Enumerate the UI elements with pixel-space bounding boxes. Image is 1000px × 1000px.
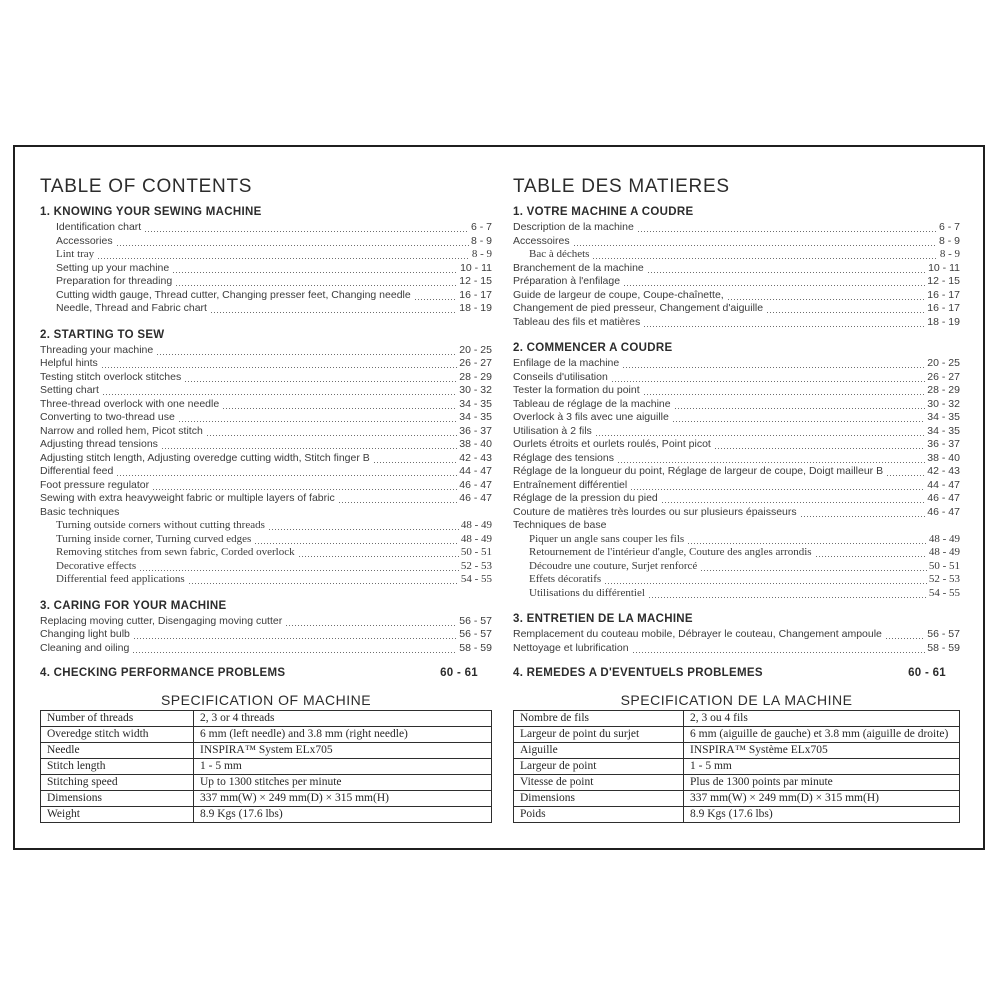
toc-item-label: Lint tray [56, 248, 95, 260]
toc-dot-leader [624, 276, 925, 286]
toc-item-label: Converting to two-thread use [40, 411, 175, 423]
toc-dot-leader [701, 561, 927, 571]
toc-item-pages: 16 - 17 [459, 288, 492, 301]
toc-dot-leader [339, 493, 458, 503]
toc-item-label: Retournement de l'intérieur d'angle, Couture des angles arrondis [529, 546, 812, 558]
toc-item-label: Three-thread overlock with one needle [40, 397, 220, 410]
toc-item [513, 519, 960, 533]
toc-dot-leader [631, 480, 925, 490]
toc-item [513, 411, 960, 425]
spec-value-cell: INSPIRA™ Système ELx705 [684, 743, 960, 759]
toc-item [40, 411, 492, 425]
toc-item-pages: 28 - 29 [459, 370, 492, 383]
toc-item-pages: 10 - 11 [928, 261, 960, 274]
toc-item-label: Helpful hints [40, 357, 98, 369]
toc-item-label: Identification chart [56, 221, 142, 233]
toc-item-pages: 18 - 19 [927, 315, 960, 328]
toc-item-label: Preparation for threading [56, 275, 173, 287]
toc-item-label: Cleaning and oiling [40, 641, 130, 654]
toc-item [513, 533, 960, 547]
toc-item [40, 452, 492, 466]
toc-item-pages: 56 - 57 [927, 628, 960, 640]
toc-section-heading: 1. VOTRE MACHINE A COUDRE [513, 206, 694, 218]
spec-name-cell: Largeur de point du surjet [514, 727, 684, 743]
toc-item-pages: 42 - 43 [459, 451, 492, 464]
toc-item [513, 248, 960, 262]
toc-item [513, 425, 960, 439]
toc-item-label: Couture de matières très lourdes ou sur plusieurs épaisseurs [513, 505, 797, 518]
toc-dot-leader [801, 507, 926, 517]
spec-row [41, 759, 492, 775]
toc-item-label: Setting up your machine [56, 261, 170, 274]
toc-dot-leader [675, 399, 926, 409]
toc-dot-leader [133, 643, 457, 653]
toc-item [513, 398, 960, 412]
toc-item-pages: 10 - 11 [460, 261, 492, 274]
toc-item-label: Turning outside corners without cutting threads [56, 519, 265, 531]
toc-item-pages: 42 - 43 [927, 465, 960, 477]
toc-item-label: Adjusting stitch length, Adjusting overedge cutting width, Stitch finger B [40, 451, 370, 464]
toc-dot-leader [886, 629, 925, 639]
toc-item-label: Branchement de la machine [513, 261, 644, 274]
spec-value-cell: 1 - 5 mm [684, 759, 960, 775]
toc-section-heading: 1. KNOWING YOUR SEWING MACHINE [40, 206, 262, 218]
toc-title-english: TABLE OF CONTENTS [40, 176, 253, 197]
toc-dot-leader [140, 561, 459, 571]
toc-item-label: Testing stitch overlock stitches [40, 370, 182, 383]
toc-item-label: Differential feed applications [56, 573, 185, 585]
toc-item-pages: 8 - 9 [471, 248, 492, 260]
toc-item-label: Decorative effects [56, 559, 137, 572]
toc-item-pages: 46 - 47 [459, 492, 492, 504]
toc-item-label: Entraînement différentiel [513, 478, 628, 491]
toc-dot-leader [887, 466, 925, 476]
toc-item-pages: 8 - 9 [939, 248, 960, 260]
toc-dot-leader [255, 534, 459, 544]
toc-title-french: TABLE DES MATIERES [513, 176, 730, 197]
toc-item [40, 615, 492, 629]
toc-item [40, 438, 492, 452]
toc-item [40, 642, 492, 656]
toc-item-label: Replacing moving cutter, Disengaging moving cutter [40, 614, 283, 627]
spec-value-cell: 2, 3 ou 4 fils [684, 711, 960, 727]
toc-dot-leader [728, 290, 926, 300]
toc-item [40, 262, 492, 276]
toc-item-pages: 18 - 19 [459, 302, 492, 314]
toc-item [513, 221, 960, 235]
toc-dot-leader [767, 303, 925, 313]
toc-item-pages: 58 - 59 [927, 641, 960, 654]
toc-item [40, 425, 492, 439]
toc-item [513, 371, 960, 385]
toc-item-label: Tableau de réglage de la machine [513, 397, 671, 410]
spec-value-cell: Up to 1300 stitches per minute [194, 775, 492, 791]
toc-dot-leader [211, 303, 457, 313]
toc-item-pages: 16 - 17 [927, 302, 960, 314]
spec-name-cell: Poids [514, 807, 684, 823]
toc-dot-leader [269, 520, 459, 530]
toc-item-pages: 36 - 37 [459, 424, 492, 437]
toc-item-label: Enfilage de la machine [513, 357, 620, 369]
toc-dot-leader [648, 263, 926, 273]
toc-item [40, 344, 492, 358]
toc-item-pages: 16 - 17 [927, 288, 960, 301]
toc-item-label: Needle, Thread and Fabric chart [56, 302, 207, 314]
toc-dot-leader [593, 249, 937, 259]
toc-item-pages: 26 - 27 [459, 357, 492, 369]
toc-item-label: Accessoires [513, 234, 570, 247]
toc-dot-leader [286, 616, 457, 626]
toc-dot-leader [662, 493, 926, 503]
spec-value-cell: 8.9 Kgs (17.6 lbs) [684, 807, 960, 823]
toc-dot-leader [649, 588, 927, 598]
toc-item-label: Cutting width gauge, Thread cutter, Changing presser feet, Changing needle [56, 288, 411, 301]
toc-item-label: Overlock à 3 fils avec une aiguille [513, 411, 669, 423]
toc-item-label: Réglage des tensions [513, 451, 614, 464]
toc-closing-heading: 4. REMEDES A D'EVENTUELS PROBLEMES [513, 667, 763, 679]
spec-row [514, 743, 960, 759]
toc-item [40, 302, 492, 316]
toc-dot-leader [633, 643, 926, 653]
toc-item [513, 384, 960, 398]
toc-item-label: Bac à déchets [529, 248, 590, 260]
toc-item-pages: 26 - 27 [927, 370, 960, 383]
toc-item-pages: 54 - 55 [928, 586, 960, 599]
spec-value-cell: 337 mm(W) × 249 mm(D) × 315 mm(H) [194, 791, 492, 807]
toc-item-label: Differential feed [40, 465, 114, 477]
spec-row [41, 807, 492, 823]
toc-dot-leader [816, 547, 927, 557]
toc-item [513, 492, 960, 506]
toc-item-pages: 50 - 51 [460, 546, 492, 558]
toc-item-label: Piquer un angle sans couper les fils [529, 532, 685, 545]
toc-dot-leader [574, 236, 937, 246]
toc-item-label: Utilisations du différentiel [529, 586, 645, 599]
toc-item [40, 628, 492, 642]
toc-item-pages: 48 - 49 [928, 532, 960, 545]
toc-item-pages: 56 - 57 [459, 628, 492, 640]
spec-row [514, 807, 960, 823]
toc-item [40, 221, 492, 235]
toc-item [513, 316, 960, 330]
spec-title-french: SPECIFICATION DE LA MACHINE [620, 692, 853, 708]
toc-dot-leader [157, 345, 457, 355]
toc-item-pages: 34 - 35 [459, 411, 492, 423]
toc-item-label: Foot pressure regulator [40, 478, 150, 491]
spec-value-cell: Plus de 1300 points par minute [684, 775, 960, 791]
toc-item [513, 628, 960, 642]
spec-row [41, 775, 492, 791]
toc-dot-leader [374, 453, 458, 463]
spec-name-cell: Stitch length [41, 759, 194, 775]
toc-item-label: Utilisation à 2 fils [513, 424, 592, 437]
toc-item-pages: 46 - 47 [459, 478, 492, 491]
toc-item-pages: 34 - 35 [459, 397, 492, 410]
toc-item [40, 248, 492, 262]
toc-item [40, 573, 492, 587]
toc-item-pages: 46 - 47 [927, 505, 960, 518]
toc-item-pages: 50 - 51 [928, 559, 960, 572]
toc-item-label: Turning inside corner, Turning curved edges [56, 532, 252, 545]
toc-item-pages: 6 - 7 [938, 221, 960, 233]
toc-item [513, 587, 960, 601]
toc-item-pages: 28 - 29 [927, 384, 960, 396]
toc-item-label: Réglage de la longueur du point, Réglage de largeur de coupe, Doigt mailleur B [513, 465, 884, 477]
toc-section-heading: 2. STARTING TO SEW [40, 328, 165, 341]
toc-column-english [40, 176, 492, 823]
toc-item [513, 560, 960, 574]
spec-value-cell: 337 mm(W) × 249 mm(D) × 315 mm(H) [684, 791, 960, 807]
spec-row [514, 711, 960, 727]
toc-item [40, 492, 492, 506]
toc-item-pages: 12 - 15 [927, 275, 960, 287]
toc-item-pages: 36 - 37 [927, 438, 960, 450]
toc-item [40, 384, 492, 398]
toc-closing-pages: 60 - 61 [908, 667, 946, 679]
toc-item-pages: 8 - 9 [938, 234, 960, 247]
spec-value-cell: 6 mm (left needle) and 3.8 mm (right needle) [194, 727, 492, 743]
toc-dot-leader [117, 466, 457, 476]
toc-item [40, 357, 492, 371]
spec-section-english [40, 693, 492, 823]
spec-name-cell: Needle [41, 743, 194, 759]
toc-item-pages: 38 - 40 [459, 438, 492, 450]
toc-item-label: Remplacement du couteau mobile, Débrayer le couteau, Changement ampoule [513, 628, 882, 640]
spec-row [41, 791, 492, 807]
spec-name-cell: Dimensions [41, 791, 194, 807]
toc-dot-leader [176, 276, 457, 286]
toc-section-heading: 2. COMMENCER A COUDRE [513, 342, 673, 354]
toc-item-label: Threading your machine [40, 343, 154, 356]
toc-item-label: Description de la machine [513, 221, 634, 233]
toc-dot-leader [415, 290, 458, 300]
toc-dot-leader [644, 385, 926, 395]
spec-value-cell: 1 - 5 mm [194, 759, 492, 775]
toc-item-pages: 44 - 47 [459, 465, 492, 477]
toc-dot-leader [117, 236, 469, 246]
toc-item [40, 533, 492, 547]
toc-item-pages: 34 - 35 [927, 424, 960, 437]
toc-item-pages: 48 - 49 [928, 546, 960, 558]
toc-dot-leader [189, 574, 459, 584]
toc-item-label: Changing light bulb [40, 628, 130, 640]
toc-item-label: Effets décoratifs [529, 573, 602, 585]
toc-dot-leader [153, 480, 457, 490]
toc-dot-leader [162, 439, 457, 449]
spec-row [41, 743, 492, 759]
toc-dot-leader [596, 426, 926, 436]
spec-name-cell: Dimensions [514, 791, 684, 807]
toc-item-pages: 20 - 25 [459, 343, 492, 356]
toc-dot-leader [185, 372, 457, 382]
toc-section-heading: 3. CARING FOR YOUR MACHINE [40, 599, 227, 612]
toc-dot-leader [673, 412, 925, 422]
spec-row [514, 775, 960, 791]
spec-name-cell: Aiguille [514, 743, 684, 759]
toc-item [513, 642, 960, 656]
toc-item-label: Sewing with extra heavyweight fabric or multiple layers of fabric [40, 492, 335, 504]
spec-name-cell: Largeur de point [514, 759, 684, 775]
toc-item [513, 465, 960, 479]
toc-dot-leader [103, 385, 457, 395]
toc-item-label: Removing stitches from sewn fabric, Corded overlock [56, 546, 295, 558]
toc-item-pages: 58 - 59 [459, 641, 492, 654]
toc-item [40, 275, 492, 289]
toc-item-label: Basic techniques [40, 505, 120, 518]
toc-item-label: Tester la formation du point [513, 384, 640, 396]
toc-item-pages: 6 - 7 [470, 221, 492, 233]
page-border-frame [13, 145, 985, 850]
toc-item-label: Conseils d'utilisation [513, 370, 608, 383]
toc-item-pages: 54 - 55 [460, 573, 492, 585]
toc-item [513, 506, 960, 520]
toc-dot-leader [102, 358, 458, 368]
toc-dot-leader [605, 574, 927, 584]
toc-item [40, 371, 492, 385]
toc-item-pages: 20 - 25 [927, 357, 960, 369]
spec-table-english [40, 710, 492, 823]
toc-item-pages: 48 - 49 [460, 532, 492, 545]
toc-dot-leader [98, 249, 470, 259]
toc-item-label: Découdre une couture, Surjet renforcé [529, 559, 698, 572]
spec-row [41, 711, 492, 727]
toc-item-label: Réglage de la pression du pied [513, 492, 658, 504]
toc-dot-leader [207, 426, 457, 436]
spec-table-french [513, 710, 960, 823]
toc-item-pages: 12 - 15 [459, 275, 492, 287]
spec-section-french [513, 693, 960, 823]
toc-dot-leader [145, 222, 469, 232]
spec-value-cell: 6 mm (aiguille de gauche) et 3.8 mm (aiguille de droite) [684, 727, 960, 743]
toc-item-label: Adjusting thread tensions [40, 438, 158, 450]
toc-item-pages: 44 - 47 [927, 478, 960, 491]
toc-item [40, 479, 492, 493]
spec-row [514, 759, 960, 775]
toc-dot-leader [179, 412, 457, 422]
toc-item [513, 438, 960, 452]
spec-name-cell: Stitching speed [41, 775, 194, 791]
toc-item-pages: 52 - 53 [460, 559, 492, 572]
toc-item [40, 546, 492, 560]
toc-item-label: Changement de pied presseur, Changement d'aiguille [513, 302, 764, 314]
toc-item [513, 452, 960, 466]
toc-item [513, 235, 960, 249]
toc-dot-leader [688, 534, 927, 544]
toc-item-pages: 38 - 40 [927, 451, 960, 464]
toc-item [40, 235, 492, 249]
toc-dot-leader [638, 222, 937, 232]
toc-item-label: Ourlets étroits et ourlets roulés, Point picot [513, 438, 711, 450]
toc-item-pages: 30 - 32 [459, 384, 492, 396]
toc-item [513, 302, 960, 316]
toc-item [513, 573, 960, 587]
spec-value-cell: 2, 3 or 4 threads [194, 711, 492, 727]
toc-item [40, 506, 492, 520]
toc-item-label: Préparation à l'enfilage [513, 275, 621, 287]
toc-dot-leader [618, 453, 925, 463]
toc-item-label: Guide de largeur de coupe, Coupe-chaînette, [513, 288, 724, 301]
spec-row [514, 791, 960, 807]
toc-item-label: Setting chart [40, 384, 99, 396]
toc-item-pages: 8 - 9 [470, 234, 492, 247]
toc-closing-pages: 60 - 61 [440, 667, 478, 679]
toc-item-pages: 48 - 49 [460, 519, 492, 531]
toc-item [513, 275, 960, 289]
toc-item [40, 465, 492, 479]
toc-closing-line [513, 667, 960, 679]
toc-dot-leader [715, 439, 925, 449]
toc-item-pages: 34 - 35 [927, 411, 960, 423]
spec-row [41, 727, 492, 743]
toc-item-pages: 56 - 57 [459, 614, 492, 627]
toc-item [513, 546, 960, 560]
toc-item [513, 262, 960, 276]
toc-item [513, 357, 960, 371]
toc-dot-leader [612, 372, 925, 382]
toc-dot-leader [299, 547, 459, 557]
toc-item [513, 289, 960, 303]
toc-item [40, 398, 492, 412]
toc-closing-line [40, 667, 492, 679]
toc-item [513, 479, 960, 493]
toc-item-label: Narrow and rolled hem, Picot stitch [40, 424, 203, 437]
spec-name-cell: Nombre de fils [514, 711, 684, 727]
spec-value-cell: 8.9 Kgs (17.6 lbs) [194, 807, 492, 823]
spec-value-cell: INSPIRA™ System ELx705 [194, 743, 492, 759]
spec-row [514, 727, 960, 743]
toc-item [40, 289, 492, 303]
toc-dot-leader [134, 629, 457, 639]
toc-dot-leader [223, 399, 457, 409]
spec-title-english: SPECIFICATION OF MACHINE [160, 692, 372, 708]
toc-dot-leader [644, 317, 925, 327]
spec-name-cell: Number of threads [41, 711, 194, 727]
toc-section-heading: 3. ENTRETIEN DE LA MACHINE [513, 613, 693, 625]
spec-name-cell: Overedge stitch width [41, 727, 194, 743]
toc-item-pages: 52 - 53 [928, 573, 960, 585]
spec-name-cell: Vitesse de point [514, 775, 684, 791]
toc-closing-heading: 4. CHECKING PERFORMANCE PROBLEMS [40, 667, 286, 679]
toc-dot-leader [623, 358, 925, 368]
toc-item [40, 560, 492, 574]
spec-name-cell: Weight [41, 807, 194, 823]
toc-item [40, 519, 492, 533]
toc-body-french [513, 206, 960, 679]
toc-item-label: Nettoyage et lubrification [513, 641, 629, 654]
toc-item-label: Techniques de base [513, 519, 607, 531]
toc-item-label: Tableau des fils et matières [513, 315, 641, 328]
toc-item-label: Accessories [56, 234, 113, 247]
toc-column-french [513, 176, 960, 823]
toc-body-english [40, 206, 492, 679]
toc-dot-leader [173, 263, 458, 273]
toc-item-pages: 30 - 32 [927, 397, 960, 410]
toc-item-pages: 46 - 47 [927, 492, 960, 504]
